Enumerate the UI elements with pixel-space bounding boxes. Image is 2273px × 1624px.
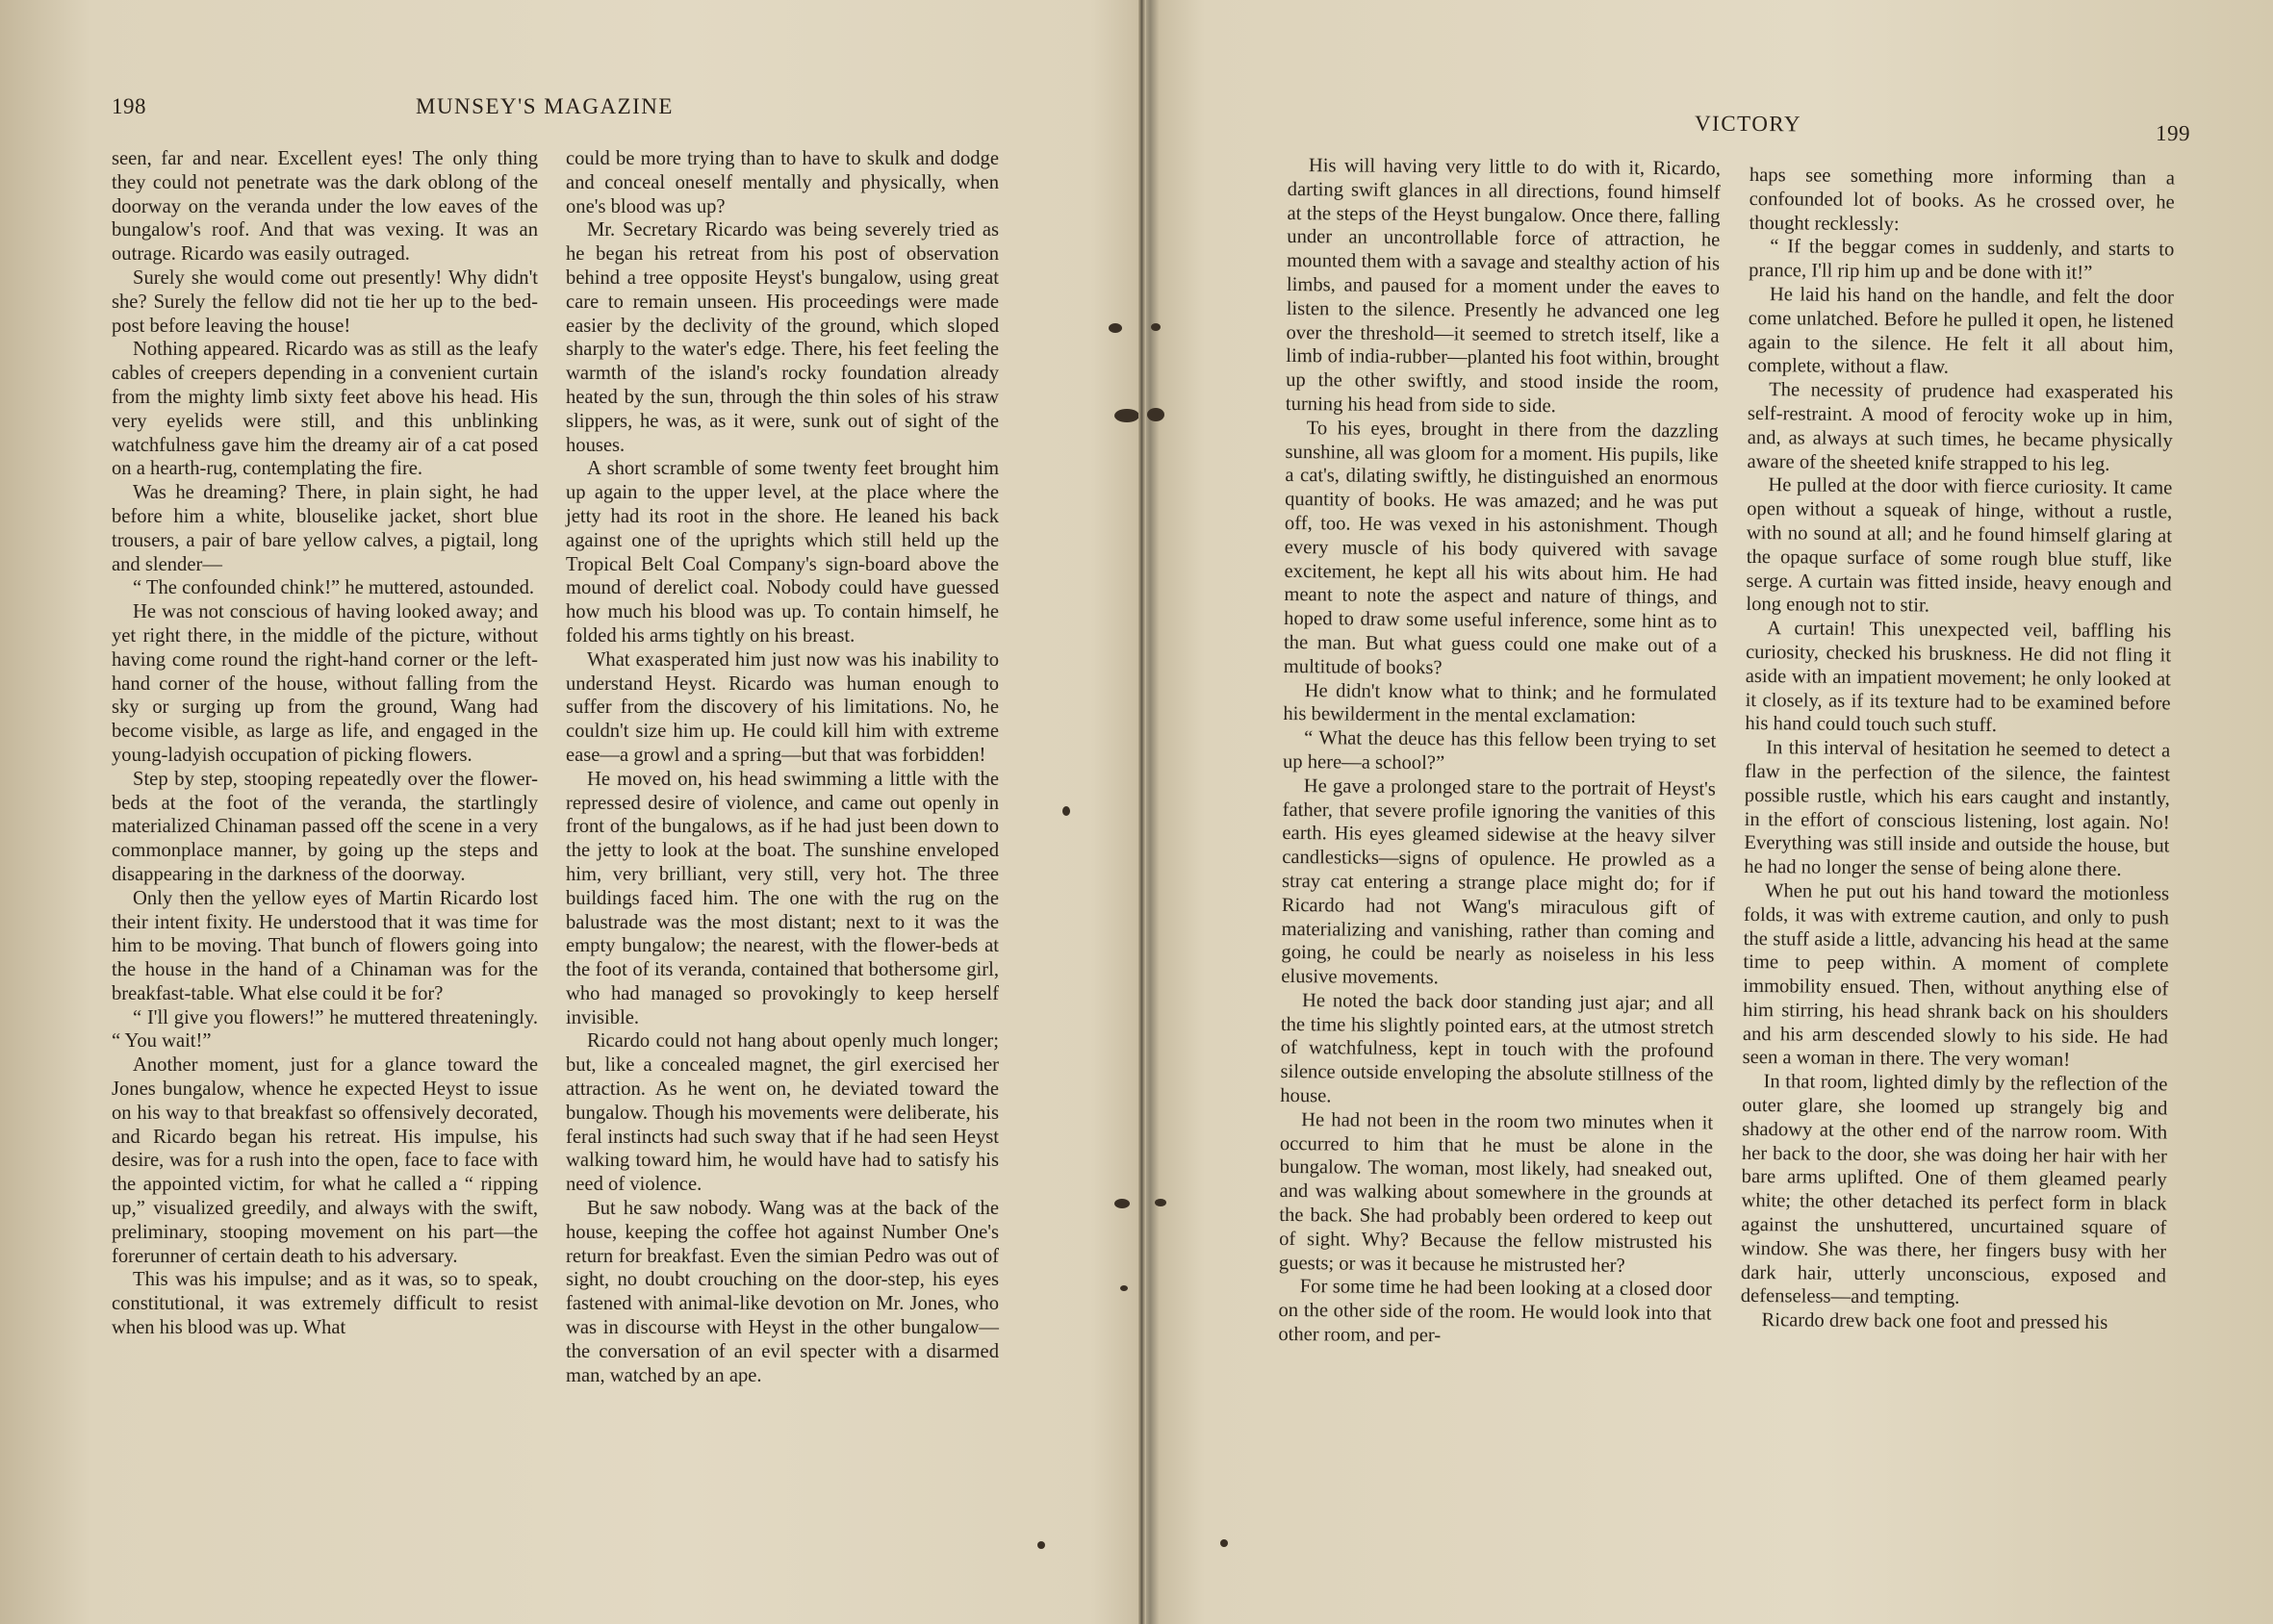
paragraph: A short scramble of some twenty feet brought him up again to the upper level, at the place where the jetty had its root in the shore. He leaned his back against one of the uprights which still held up the Tropical Belt Coal Company's sign-board above the mound of derelict coal. Nobody could have guessed how much his blood was up. To contain himself, he folded his arms tightly on his breast. <box>566 458 999 647</box>
paragraph: He pulled at the door with fierce curiosity. It came open without a squeak of hinge, without a rustle, with no sound at all; and he found himself glaring at the opaque surface of some rough blue stuff, like serge. A curtain was fitted inside, heavy enough and long enough not to stir. <box>1746 474 2173 617</box>
ink-speck <box>1147 408 1164 421</box>
left-running-head: MUNSEY'S MAGAZINE <box>416 94 674 118</box>
paragraph: seen, far and near. Excellent eyes! The only thing they could not penetrate was the dark oblong of the doorway on the veranda under the low eaves of the bungalow's roof. And that was vexing. It was an outrage. Ricardo was easily outraged. <box>112 148 538 266</box>
ink-speck <box>1109 323 1122 333</box>
paragraph: Mr. Secretary Ricardo was being severely tried as he began his retreat from his post of observation behind a tree opposite Heyst's bungalow, using great care to remain unseen. His proceedings were made easier by the declivity of the ground, which sloped sharply to the water's edge. There, his feet feeling the warmth of the island's rocky foundation already heated by the sun, through the thin soles of his straw slippers, he was, as it were, sunk out of sight of the houses. <box>566 219 999 456</box>
paragraph: “ The confounded chink!” he muttered, astounded. <box>133 577 535 599</box>
paragraph: Only then the yellow eyes of Martin Ricardo lost their intent fixity. He understood that it was time for him to be moving. That bunch of flowers going into the house in the hand of a Chinaman was for the breakfast-table. What else could it be for? <box>112 887 538 1004</box>
paragraph: haps see something more informing than a confounded lot of books. As he crossed over, he thought recklessly: <box>1749 164 2175 235</box>
paragraph: Another moment, just for a glance toward the Jones bungalow, whence he expected Heyst to issue on his way to that breakfast so offensively decorated, and Ricardo began his retreat. His impulse, his desire, was for a rush into the open, face to face with the appointed victim, for what he called a “ ripping up,” visualized greedily, and always with the swift, preliminary, stooping movement on his part—the forerunner of certain death to his adversary. <box>112 1054 538 1267</box>
paragraph: Ricardo drew back one foot and pressed his <box>1761 1309 2108 1334</box>
paragraph: He gave a prolonged stare to the portrait of Heyst's father, that severe profile ignoring the vanities of this earth. His eyes gleamed sidewise at the heavy silver candlesticks—signs of opulence. He prowled as a stray cat entering a strange place might do; for if Ricardo had not Wang's miraculous gift of materializing and vanishing, rather than coming and going, he could be nearly as noiseless in his less elusive movements. <box>1281 774 1716 989</box>
paragraph: He didn't know what to think; and he formulated his bewilderment in the mental exclamation: <box>1283 679 1717 728</box>
right-page <box>1143 0 2273 1624</box>
paragraph: He was not conscious of having looked away; and yet right there, in the middle of the picture, without having come round the right-hand corner or the left-hand corner of the house, without falling from the sky or surging up from the ground, Wang had become visible, as large as life, and engaged in the young-ladyish occupation of picking flowers. <box>112 601 538 766</box>
paragraph: He noted the back door standing just ajar; and all the time his slightly pointed ears, at the utmost stretch of watchfulness, kept in touch with the profound silence outside enveloping the absolute stillness of the house. <box>1280 990 1715 1107</box>
paragraph: In that room, lighted dimly by the reflection of the outer glare, she loomed up strangely big and shadowy at the other end of the narrow room. With her back to the door, she was doing her hair with her bare arms uplifted. One of them gleamed pearly white; the other detached its perfect form in black against the unshuttered, uncurtained square of window. She was there, her fingers busy with her dark hair, utterly unconscious, exposed and defenseless—and tempting. <box>1740 1071 2168 1309</box>
paragraph: A curtain! This unexpected veil, baffling his curiosity, checked his bruskness. He did not fling it aside with an impatient movement; he only looked at it closely, as if its texture had to be examined before his hand could touch such stuff. <box>1745 618 2172 737</box>
ink-speck <box>1151 323 1161 331</box>
left-page-number: 198 <box>112 94 146 118</box>
paragraph: Step by step, stooping repeatedly over the flower-beds at the foot of the veranda, the startlingly materialized Chinaman passed off the scene in a very commonplace manner, by going up the steps and disappearing in the darkness of the doorway. <box>112 768 538 885</box>
paragraph: Ricardo could not hang about openly much longer; but, like a concealed magnet, the girl exercised her attraction. As he went on, he deviated toward the bungalow. Though his movements were deliberate, his feral instincts had such sway that if he had seen Heyst walking toward him, he would have had to satisfy his need of violence. <box>566 1030 999 1196</box>
ink-speck <box>1120 1285 1128 1291</box>
right-running-head: VICTORY <box>1694 111 1802 137</box>
paragraph: Was he dreaming? There, in plain sight, he had before him a white, blouselike jacket, short blue trousers, a pair of bare yellow calves, a pigtail, long and slender— <box>112 482 538 575</box>
paragraph: The necessity of prudence had exasperated his self-restraint. A mood of ferocity woke up in him, and, as always at such times, he became physically aware of the sheeted knife strapped to his leg. <box>1747 379 2174 475</box>
right-column-2 <box>1740 164 2175 1335</box>
paragraph: He laid his hand on the handle, and felt the door come unlatched. Before he pulled it open, he listened again to the silence. He felt it all about him, complete, without a flaw. <box>1748 284 2175 379</box>
paragraph: He had not been in the room two minutes when it occurred to him that he must be alone in the bungalow. The woman, most likely, had sneaked out, and was walking about somewhere in the grounds at the back. She had probably been ordered to keep out of sight. Why? Because the fellow mistrusted his guests; or was it because he mistrusted her? <box>1278 1109 1714 1277</box>
left-column-1 <box>112 147 538 1340</box>
ink-speck <box>1155 1199 1166 1206</box>
right-column-1 <box>1278 154 1721 1350</box>
paragraph: For some time he had been looking at a closed door on the other side of the room. He would look into that other room, and per- <box>1278 1276 1712 1347</box>
right-page-number: 199 <box>2155 120 2191 146</box>
ink-speck <box>1037 1541 1045 1549</box>
paragraph: “ I'll give you flowers!” he muttered threateningly. “ You wait!” <box>112 1006 538 1053</box>
paragraph: In this interval of hesitation he seemed to detect a flaw in the perfection of the silence, the faintest possible rustle, which his ears caught and instantly, in the effort of conscious listening, lost again. No! Everything was still inside and outside the house, but he had no longer the sense of being alone there. <box>1744 737 2171 881</box>
ink-speck <box>1114 409 1139 422</box>
paragraph: To his eyes, brought in there from the dazzling sunshine, all was gloom for a moment. His pupils, like a cat's, dilating swiftly, he distinguished an enormous quantity of books. He was amazed; and he was put off, too. He was vexed in his astonishment. Though every muscle of his body quivered with savage excitement, he kept all his wits about him. He had meant to note the aspect and nature of things, and hoped to draw some useful inference, some hint as to the man. But what guess could one make out of a multitude of books? <box>1283 417 1719 679</box>
paragraph: But he saw nobody. Wang was at the back of the house, keeping the coffee hot against Number One's return for breakfast. Even the simian Pedro was out of sight, no doubt crouching on the door-step, his eyes fastened with animal-like devotion on Mr. Jones, who was in discourse with Heyst in the other bungalow—the conversation of an evil specter with a disarmed man, watched by an ape. <box>566 1198 999 1386</box>
paragraph: When he put out his hand toward the motionless folds, it was with extreme caution, and only to push the stuff aside a little, advancing his head at the same time to peep within. A moment of complete immobility ensued. Then, without anything else of him stirring, his head shrank back on his shoulders and his arm descended slowly to his side. He had seen a woman in there. The very woman! <box>1742 880 2170 1072</box>
left-column-2 <box>566 147 999 1387</box>
ink-speck <box>1114 1199 1130 1208</box>
ink-speck <box>1220 1539 1228 1547</box>
paragraph: His will having very little to do with it, Ricardo, darting swift glances in all directions, found himself at the steps of the Heyst bungalow. Once there, falling under an uncontrollable force of attraction, he mounted them with a savage and stealthy action of his limbs, and paused for a moment under the eaves to listen to the silence. Presently he advanced one leg over the threshold—it seemed to stretch itself, like a limb of india-rubber—planted his foot within, brought up the other swiftly, and stood inside the room, turning his head from side to side. <box>1285 155 1721 418</box>
paragraph: “ If the beggar comes in suddenly, and starts to prance, I'll rip him up and be done with it!” <box>1749 236 2175 284</box>
ink-speck <box>1062 806 1070 816</box>
paragraph: What exasperated him just now was his inability to understand Heyst. Ricardo was human enough to suffer from the discovery of his limitations. No, he couldn't size him up. He could kill him with extreme ease—a growl and a spring—but that was forbidden! <box>566 648 999 766</box>
paragraph: He moved on, his head swimming a little with the repressed desire of violence, and came out openly in front of the bungalows, as if he had just been down to the jetty to look at the boat. The sunshine enveloped him, very brilliant, very still, very hot. The three buildings faced him. The one with the rug on the balustrade was the most distant; next to it was the empty bungalow; the nearest, with the flower-beds at the foot of its veranda, contained that bothersome girl, who had managed so provokingly to keep herself invisible. <box>566 768 999 1028</box>
paragraph: “ What the deuce has this fellow been trying to set up here—a school?” <box>1282 727 1717 774</box>
paragraph: could be more trying than to have to skulk and dodge and conceal oneself mentally and physically, when one's blood was up? <box>566 148 999 217</box>
paragraph: Nothing appeared. Ricardo was as still as the leafy cables of creepers depending in a convenient curtain from the mighty limb sixty feet above his head. His very eyelids were still, and this unblinking watchfulness gave him the dreamy air of a cat posed on a hearth-rug, contemplating the fire. <box>112 339 538 480</box>
paragraph: This was his impulse; and as it was, so to speak, constitutional, it was extremely difficult to resist when his blood was up. What <box>112 1269 538 1339</box>
paragraph: Surely she would come out presently! Why didn't she? Surely the fellow did not tie her up to the bed-post before leaving the house! <box>112 266 538 337</box>
